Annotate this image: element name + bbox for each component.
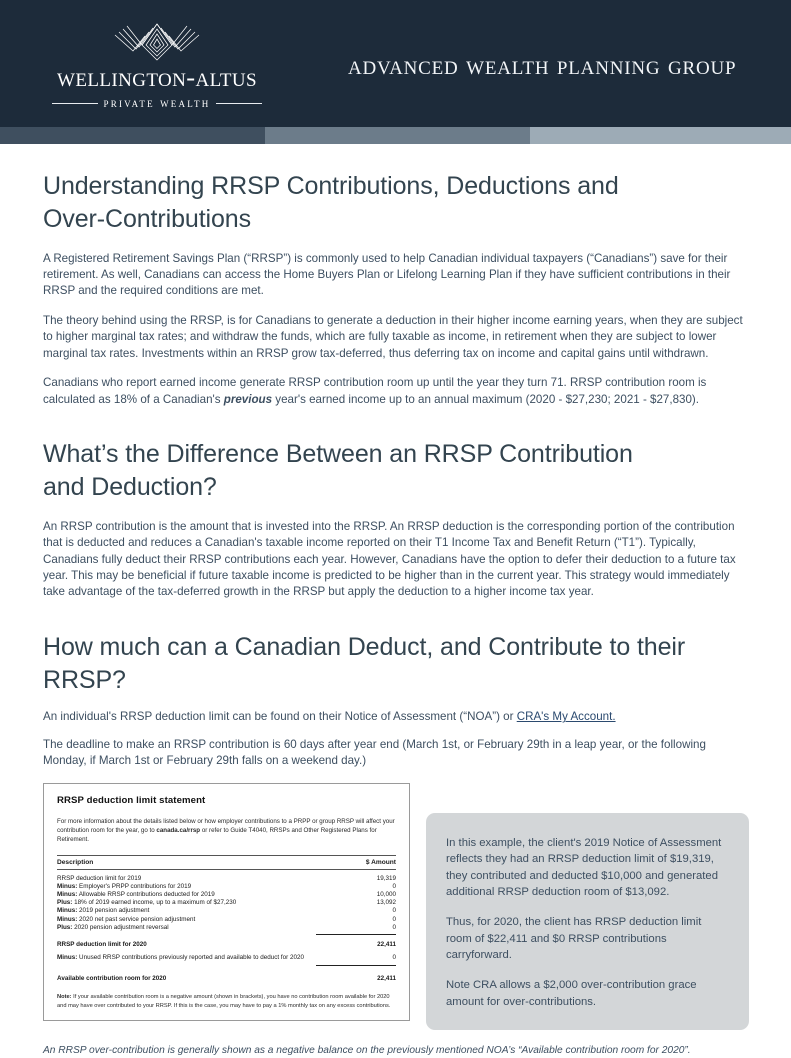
noa-row-label: [57, 899, 313, 907]
logo-rule-left: [52, 103, 98, 104]
noa-row-label: [57, 882, 313, 890]
section-heading-howmuch: How much can a Canadian Deduct, and Contribute to their RRSP?: [43, 632, 686, 695]
noa-statement-note: [57, 993, 396, 1011]
header-group-title-text: advanced wealth planning group: [348, 50, 737, 80]
noa-note-prefix: Note:: [57, 994, 72, 1001]
accent-segment-3: [530, 127, 791, 144]
table-row: [57, 874, 396, 882]
table-row: [57, 915, 396, 923]
noa-row-text: 18% of 2019 earned income, up to a maximum of $27,230: [72, 899, 237, 907]
noa-intro-part-2: or refer to Guide T4040, RRSPs and Other Registered Plans for Retirement.: [57, 827, 377, 844]
noa-row-label: [57, 915, 313, 923]
noa-row-amount: 19,319: [376, 874, 396, 882]
noa-row-text: 2020 pension adjustment reversal: [72, 923, 169, 931]
noa-col-amount: $ Amount: [313, 855, 396, 869]
noa-statement-box: [43, 783, 410, 1021]
noa-total-row: [57, 971, 396, 983]
noa-row-label: [57, 907, 313, 915]
noa-row-prefix: Plus:: [57, 899, 73, 907]
intro-paragraph-1: A Registered Retirement Savings Plan (“RRSP”) is commonly used to help Canadian individual taxpayers (“Canadians”) save for their retirement. As well, Canadians can access the Home Buyers Plan or Lifelong Learning Plan if they have sufficient contributions in their RRSP and the required conditions are met.: [43, 251, 731, 298]
brand-name: wellington-altus: [57, 62, 257, 93]
callout-paragraph-1: In this example, the client's 2019 Notice of Assessment reflects they had an RRSP deduction limit of $19,319, they contributed and deducted $10,000 and generated additional RRSP deduction room of $13,092.: [446, 836, 722, 898]
noa-row-amount: 10,000: [376, 891, 396, 899]
para3-before: Canadians who report earned income generate RRSP contribution room up until the year they turn 71. RRSP contribution room is calculated as 18% of a Canadian's: [43, 376, 707, 406]
brand-tagline-wrap: [52, 96, 262, 111]
noa-row-prefix: Minus:: [57, 907, 78, 915]
noa-note-text: If your available contribution room is a negative amount (shown in brackets), you have no contribution room available for 2020 and may have over contributed to your RRSP. If this is the case, you may have to pay a 1% monthly tax on any excess contributions.: [57, 994, 391, 1010]
noa-subtotal-row: [57, 940, 396, 948]
accent-segment-2: [265, 127, 530, 144]
cra-my-account-link[interactable]: CRA's My Account.: [516, 710, 616, 724]
callout-paragraph-3: Note CRA allows a $2,000 over-contribution grace amount for over-contributions.: [446, 979, 697, 1008]
noa-row-prefix: Minus:: [57, 891, 78, 899]
noa-row-prefix: Minus:: [57, 915, 78, 923]
noa-total-amount: 22,411: [377, 974, 396, 982]
noa-statement-table: [57, 855, 396, 983]
intro-paragraph-3: [43, 375, 749, 408]
brand-tagline: private wealth: [103, 95, 211, 110]
noa-row-prefix: Minus:: [57, 954, 78, 962]
example-section: [43, 783, 749, 1030]
noa-row-amount: 0: [392, 915, 396, 923]
example-callout-box: [426, 813, 749, 1030]
brand-logo: [0, 16, 300, 111]
noa-unused-label: [57, 954, 313, 962]
table-row: [57, 882, 396, 890]
table-row: [57, 923, 396, 931]
table-row: [57, 907, 396, 915]
noa-row-text: Allowable RRSP contributions deducted for 2019: [77, 891, 215, 899]
deadline-paragraph: The deadline to make an RRSP contribution is 60 days after year end (March 1st, or February 29th in a leap year, or the following Monday, if March 1st or February 29th falls on a weekend day.): [43, 737, 706, 768]
noa-row-text: Unused RRSP contributions previously reported and available to deduct for 2020: [77, 954, 305, 962]
noa-row-text: Employer's PRPP contributions for 2019: [77, 882, 192, 890]
table-row: [57, 954, 396, 962]
header-accent-bar: [0, 127, 791, 144]
noa-subtotal-amount: 22,411: [377, 941, 396, 949]
noa-row-label: [57, 923, 313, 931]
table-row: [57, 899, 396, 907]
para3-after: year's earned income up to an annual maximum (2020 - $27,230; 2021 - $27,830).: [272, 392, 700, 406]
noa-statement-intro: [57, 817, 396, 845]
accent-segment-1: [0, 127, 265, 144]
noa-table-body: [57, 855, 396, 982]
noa-row-amount: 0: [392, 923, 396, 931]
deduction-limit-paragraph: [43, 709, 749, 725]
table-row: [57, 891, 396, 899]
section-heading-difference: What’s the Difference Between an RRSP Contribution and Deduction?: [43, 440, 633, 502]
wellington-altus-w-mark-icon: [97, 16, 217, 62]
noa-row-text: RRSP deduction limit for 2019: [57, 874, 142, 882]
noa-intro-url: canada.ca/rrsp: [156, 827, 201, 835]
noa-row-text: 2019 pension adjustment: [77, 907, 150, 915]
intro-paragraph-2: The theory behind using the RRSP, is for Canadians to generate a deduction in their higher income earning years, when they are subject to higher marginal tax rates; and withdraw the funds, which are fully taxable as income, in retirement when they are subject to lower marginal tax rates. Investments within an RRSP grow tax-deferred, thus deferring tax on income and capital gains until withdrawn.: [43, 313, 743, 360]
callout-paragraph-2: Thus, for 2020, the client has RRSP deduction limit room of $22,411 and $0 RRSP contributions carryforward.: [446, 916, 702, 961]
noa-row-amount: 13,092: [376, 899, 396, 907]
logo-rule-right: [216, 103, 262, 104]
noa-row-amount: 0: [392, 907, 396, 915]
noa-row-label: [57, 874, 313, 882]
noa-row-prefix: Plus:: [57, 923, 73, 931]
noa-col-description: Description: [57, 855, 313, 869]
document-content: [0, 144, 791, 1058]
noa-intro-part-1: For more information about the details listed below or how employer contributions to a PRPP or group RRSP will affect your contribution room for the year, go to: [57, 817, 395, 835]
difference-paragraph: An RRSP contribution is the amount that is invested into the RRSP. An RRSP deduction is the corresponding portion of the contribution that is deducted and reduces a Canadian's taxable income reported on their T1 Income Tax and Benefit Return (“T1”). Typically, Canadians fully deduct their RRSP contributions each year. However, Canadians have the option to defer their deduction to a future tax year. This may be beneficial if future taxable income is predicted to be higher than in the current year. This strategy would immediately take advantage of the tax-deferred growth in the RRSP but apply the deduction to a higher income tax year.: [43, 519, 736, 599]
page-title: Understanding RRSP Contributions, Deductions and Over-Contributions: [43, 172, 619, 234]
noa-statement-title: RRSP deduction limit statement: [57, 794, 206, 806]
noa-row-prefix: Minus:: [57, 882, 78, 890]
noa-row-text: 2020 net past service pension adjustment: [77, 915, 196, 923]
para5-before: An individual's RRSP deduction limit can be found on their Notice of Assessment (“NOA”) or: [43, 710, 517, 724]
para3-emphasis: previous: [223, 392, 273, 406]
noa-table-header-row: [57, 855, 396, 869]
noa-row-label: [57, 891, 313, 899]
noa-total-label: Available contribution room for 2020: [57, 974, 167, 982]
noa-subtotal-label: RRSP deduction limit for 2020: [57, 941, 147, 949]
noa-row-amount: 0: [392, 882, 396, 890]
document-footnote: An RRSP over-contribution is generally shown as a negative balance on the previously mentioned NOA’s “Available contribution room for 2020”.: [43, 1045, 691, 1057]
header-group-title: [300, 46, 791, 81]
noa-unused-amount: 0: [392, 954, 396, 962]
page-header: [0, 0, 791, 127]
